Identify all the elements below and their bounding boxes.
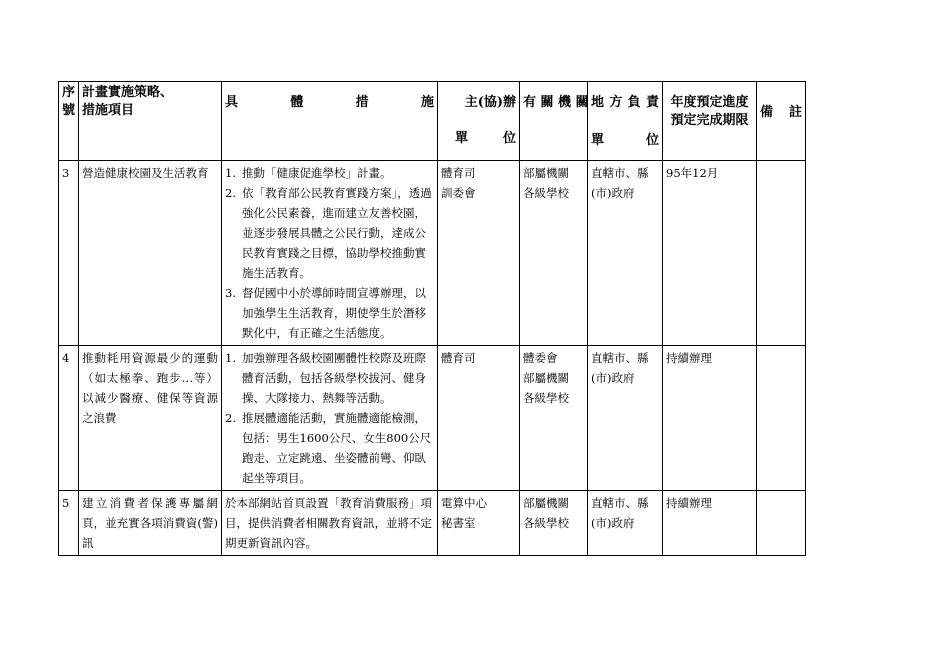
- table-row: [59, 346, 806, 491]
- measure-item: [225, 408, 434, 488]
- measure-item: [225, 163, 434, 183]
- header-measures-char3: 措: [355, 95, 369, 110]
- header-measures-char2: 體: [290, 95, 304, 110]
- header-schedule-line1: 年度預定進度: [670, 95, 749, 110]
- agency-entry: 部屬機關: [523, 496, 569, 510]
- header-local-char1: 地: [591, 95, 605, 110]
- measure-text: 加強辦理各級校園團體性校際及班際體育活動，包括各級學校拔河、健身操、大隊接力、熱舞等活動。: [242, 351, 426, 405]
- row-strategy: 營造健康校園及生活教育: [79, 161, 222, 346]
- header-agencies-text: 有 關 機 關: [523, 95, 589, 110]
- local-entry: 直轄市、縣: [591, 166, 649, 180]
- header-seq: [59, 82, 79, 161]
- row-lead-unit: [438, 346, 520, 491]
- agency-entry: 體委會: [523, 351, 558, 365]
- row-seq: 5: [59, 491, 79, 556]
- row-agencies: [520, 491, 588, 556]
- measure-number: 3.: [225, 286, 236, 300]
- agency-entry: 各級學校: [523, 516, 569, 530]
- measure-text: 推動「健康促進學校」計畫。: [242, 166, 392, 180]
- header-local-char5: 單: [591, 133, 605, 148]
- agency-entry: 各級學校: [523, 391, 569, 405]
- measure-item: [225, 348, 434, 408]
- measure-text: 推展體適能活動，實施體適能檢測，包括：男生1600公尺、女生800公尺跑走、立定跳遠、坐姿體前彎、仰臥起坐等項目。: [242, 411, 432, 485]
- header-lead-unit-line1: 主(協)辦: [464, 95, 516, 110]
- header-remarks: [757, 82, 806, 161]
- plan-table: [58, 81, 806, 556]
- row-lead-unit: [438, 491, 520, 556]
- measure-number: 2.: [225, 186, 236, 200]
- row-agencies: [520, 161, 588, 346]
- header-remarks-char2: 註: [788, 105, 802, 120]
- row-measures: [222, 161, 438, 346]
- local-entry: (市)政府: [591, 516, 635, 530]
- header-local-char2: 方: [609, 95, 623, 110]
- row-lead-unit: [438, 161, 520, 346]
- row-remarks: [757, 346, 806, 491]
- local-entry: 直轄市、縣: [591, 496, 649, 510]
- measure-number: 1.: [225, 351, 236, 365]
- header-remarks-char1: 備: [760, 105, 774, 120]
- header-local: [588, 82, 663, 161]
- row-remarks: [757, 491, 806, 556]
- row-measures: [222, 346, 438, 491]
- agency-entry: 各級學校: [523, 186, 569, 200]
- row-local: [588, 346, 663, 491]
- header-lead-unit-char1: 單: [455, 131, 469, 146]
- row-remarks: [757, 161, 806, 346]
- header-strategy-line2: 措施項目: [82, 103, 135, 118]
- row-local: [588, 161, 663, 346]
- header-measures-char4: 施: [420, 95, 434, 110]
- lead-unit-entry: 電算中心: [441, 496, 487, 510]
- measure-text: 督促國中小於導師時間宣導辦理，以加強學生生活教育，期使學生於潛移默化中，有正確之生活態度。: [242, 286, 426, 340]
- header-lead-unit: [438, 82, 520, 161]
- row-agencies: [520, 346, 588, 491]
- local-entry: (市)政府: [591, 371, 635, 385]
- lead-unit-entry: 秘書室: [441, 516, 476, 530]
- header-seq-line2: 號: [61, 103, 75, 118]
- header-lead-unit-char2: 位: [502, 131, 516, 146]
- header-schedule-line2: 預定完成期限: [670, 113, 749, 128]
- row-schedule: 持續辦理: [663, 346, 757, 491]
- header-row: [59, 82, 806, 161]
- row-local: [588, 491, 663, 556]
- local-entry: (市)政府: [591, 186, 635, 200]
- header-measures-char1: 具: [225, 95, 239, 110]
- lead-unit-entry: 體育司: [441, 166, 476, 180]
- measure-item: [225, 283, 434, 343]
- header-local-char4: 責: [645, 95, 659, 110]
- header-local-char3: 負: [627, 95, 641, 110]
- row-measures: 於本部網站首頁設置「教育消費服務」項目，提供消費者相關教育資訊，並將不定期更新資訊內容。: [222, 491, 438, 556]
- measure-number: 2.: [225, 411, 236, 425]
- lead-unit-entry: 體育司: [441, 351, 476, 365]
- header-strategy: [79, 82, 222, 161]
- row-strategy: 建立消費者保護專屬網頁，並充實各項消費資(警)訊: [79, 491, 222, 556]
- header-local-char6: 位: [645, 133, 659, 148]
- header-agencies: [520, 82, 588, 161]
- header-schedule: [663, 82, 757, 161]
- lead-unit-entry: 訓委會: [441, 186, 476, 200]
- table-row: [59, 161, 806, 346]
- table-row: [59, 491, 806, 556]
- header-strategy-line1: 計畫實施策略、: [82, 85, 174, 100]
- agency-entry: 部屬機關: [523, 166, 569, 180]
- row-schedule: 95年12月: [663, 161, 757, 346]
- header-measures: [222, 82, 438, 161]
- row-seq: 3: [59, 161, 79, 346]
- row-strategy: 推動耗用資源最少的運動（如太極拳、跑步…等）以減少醫療、健保等資源之浪費: [79, 346, 222, 491]
- local-entry: 直轄市、縣: [591, 351, 649, 365]
- row-seq: 4: [59, 346, 79, 491]
- measure-number: 1.: [225, 166, 236, 180]
- agency-entry: 部屬機關: [523, 371, 569, 385]
- row-schedule: 持續辦理: [663, 491, 757, 556]
- header-seq-line1: 序: [61, 85, 75, 100]
- measure-text: 依「教育部公民教育實踐方案」，透過強化公民素養，進而建立友善校園，並逐步發展具體之公民行動，達成公民教育實踐之目標，協助學校推動實施生活教育。: [242, 186, 432, 280]
- measure-item: [225, 183, 434, 283]
